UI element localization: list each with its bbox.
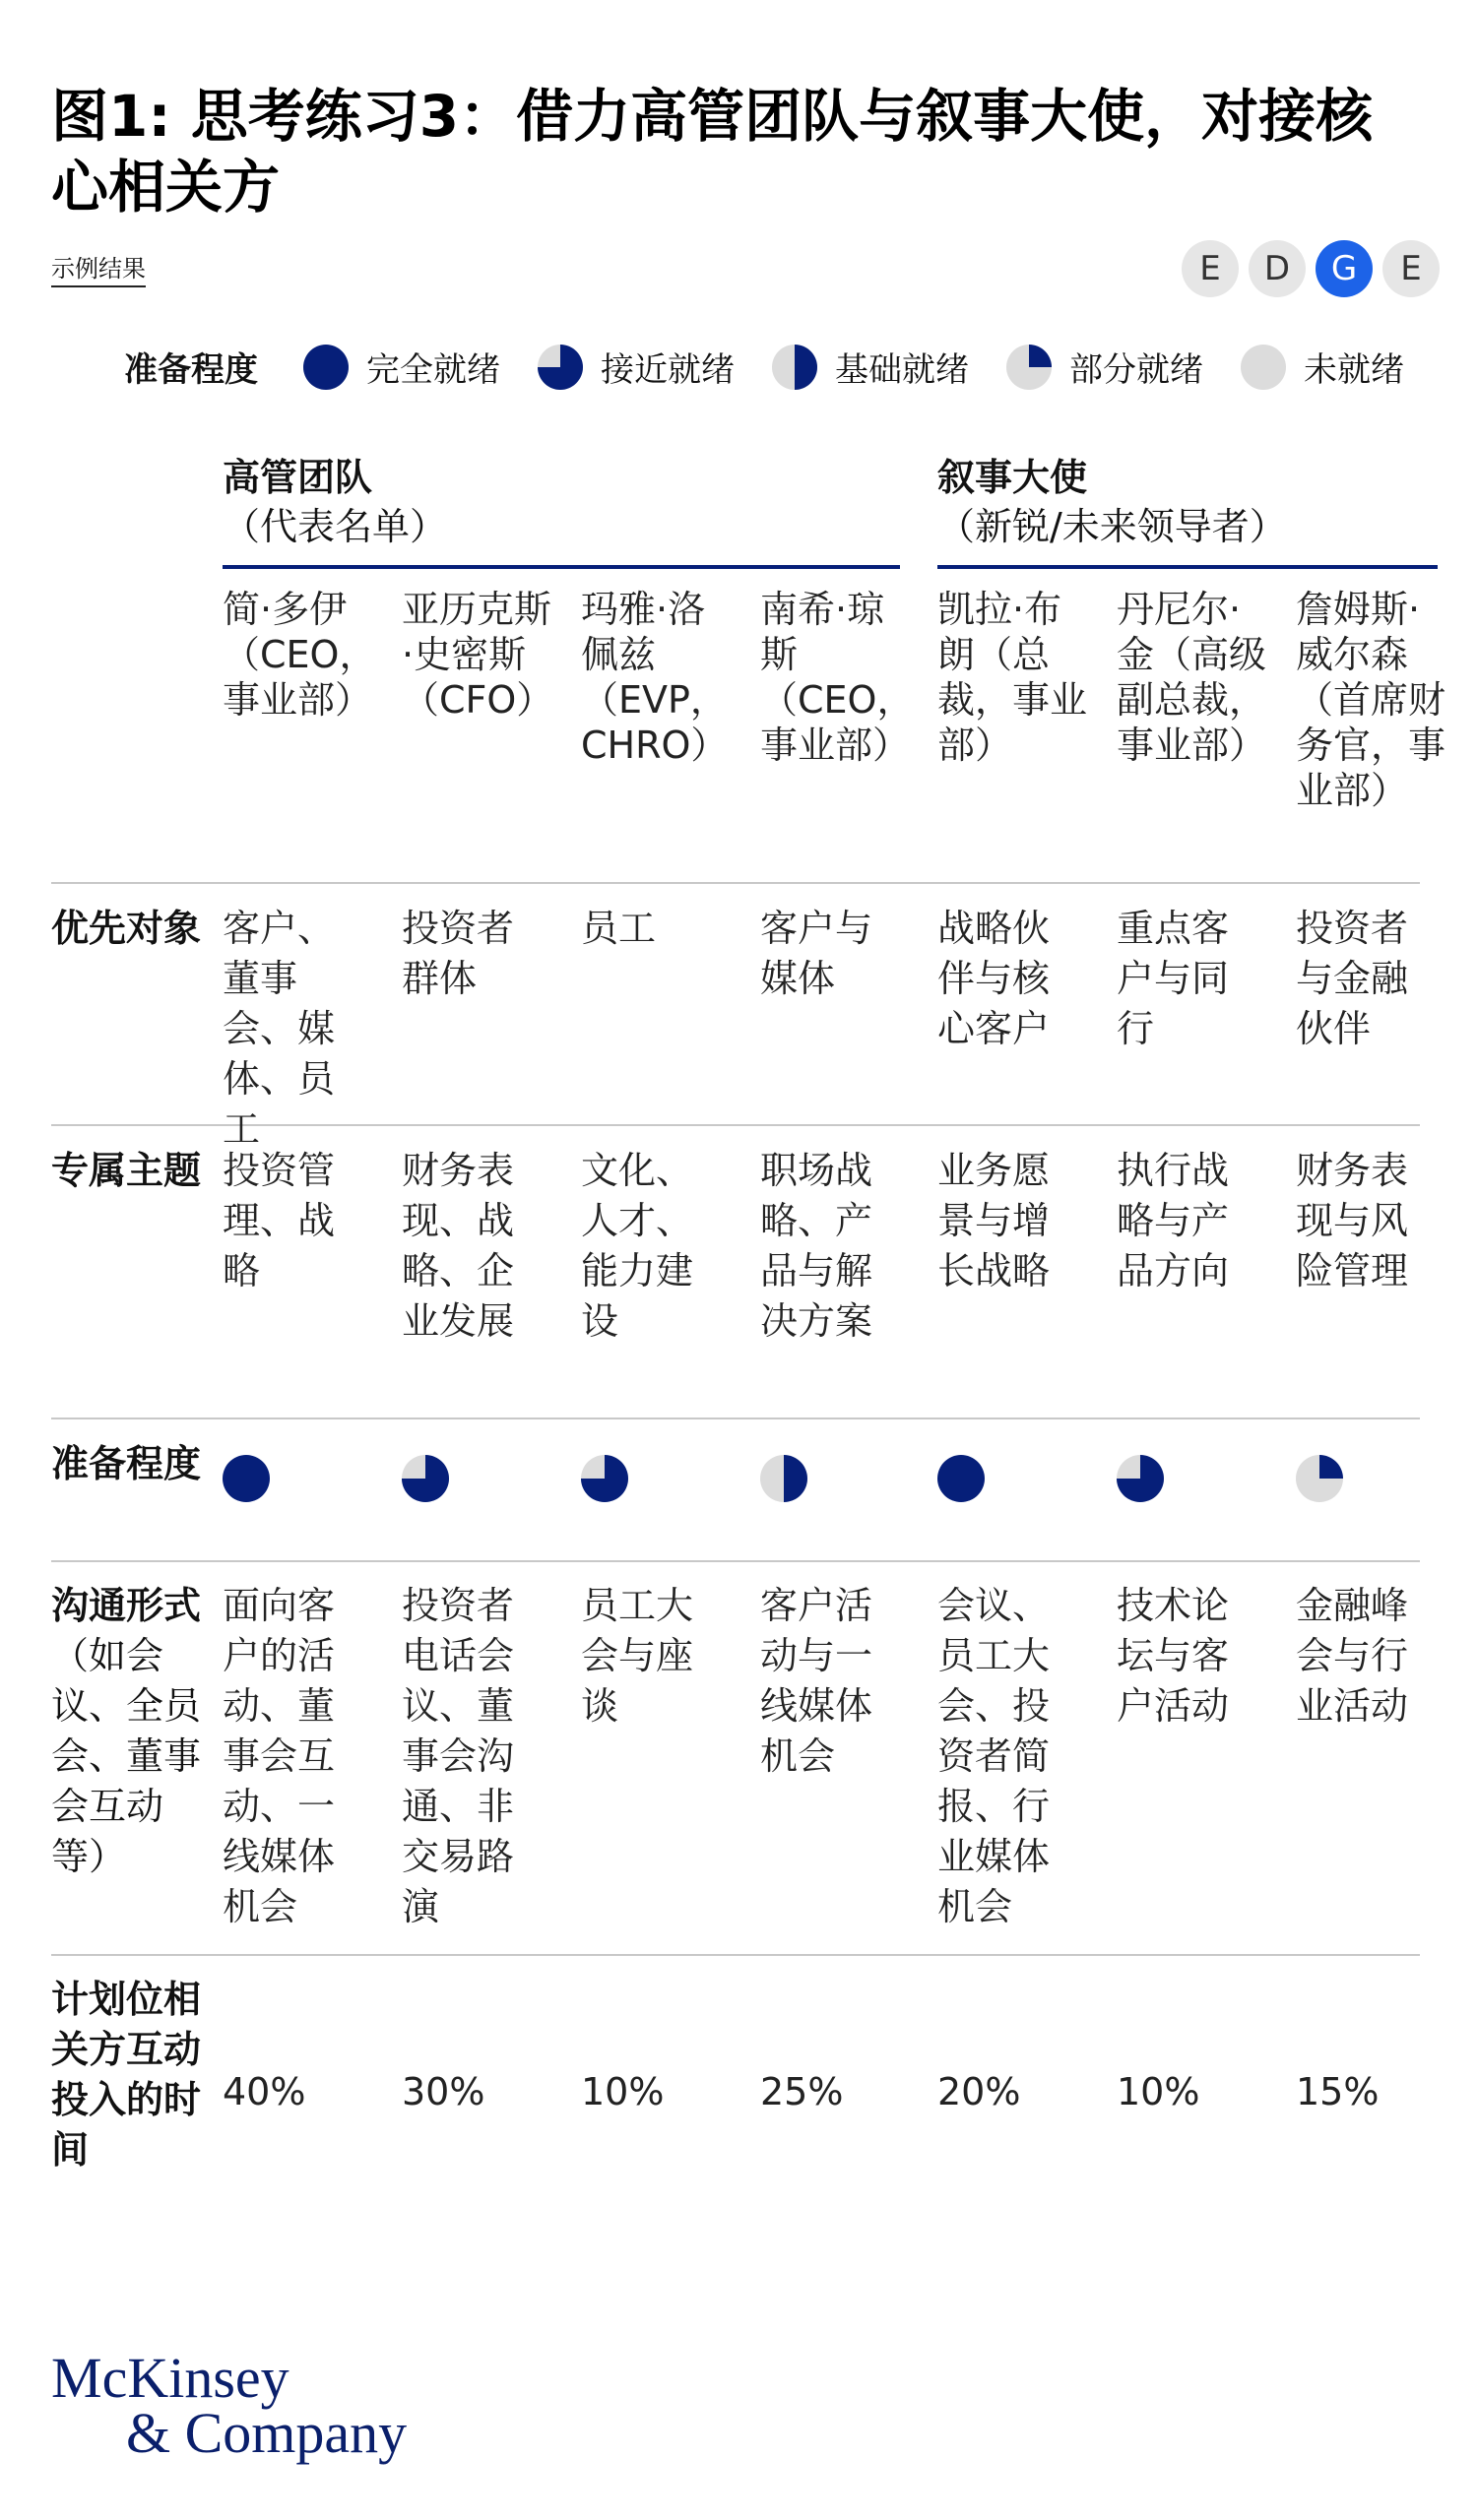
channel-cell: 技术论坛与客户活动	[1117, 1584, 1230, 1728]
priority-cell: 客户与媒体	[760, 907, 873, 1000]
time-share-value: 40%	[223, 2070, 306, 2113]
edge-badge	[1182, 240, 1440, 297]
readiness-near-icon	[402, 1455, 449, 1502]
channel-cell: 客户活动与一线媒体机会	[760, 1584, 873, 1778]
legend-basic-icon	[772, 345, 817, 390]
topic-cell: 投资管理、战略	[223, 1149, 336, 1292]
pie-base	[303, 345, 349, 390]
person-name: 詹姆斯·威尔森（首席财务官，事业部）	[1296, 588, 1446, 812]
pie-slice	[1319, 1455, 1343, 1479]
legend-item-near	[538, 343, 735, 391]
readiness-near-icon	[1117, 1455, 1164, 1502]
person-name: 玛雅·洛佩兹（EVP，CHRO）	[581, 588, 729, 767]
group-ambassadors-header	[937, 453, 1287, 551]
time-share-value: 20%	[937, 2070, 1021, 2113]
page-title: 图1: 思考练习3：借力高管团队与叙事大使，对接核心相关方	[51, 83, 1374, 220]
legend-label: 未就绪	[1304, 350, 1404, 390]
topic-cell: 文化、人才、能力建设	[581, 1149, 694, 1343]
channel-cell: 面向客户的活动、董事会互动、一线媒体机会	[223, 1584, 336, 1928]
row-label-time: 计划位相关方互动投入的时间	[51, 1978, 202, 2172]
topic-cell: 职场战略、产品与解决方案	[760, 1149, 873, 1343]
channel-cell: 员工大会与座谈	[581, 1584, 694, 1728]
subtitle-link[interactable]: 示例结果	[51, 254, 146, 287]
pie-base	[223, 1455, 270, 1502]
legend-label: 完全就绪	[366, 350, 500, 390]
readiness-basic-icon	[760, 1455, 807, 1502]
row-label-priority: 优先对象	[51, 907, 202, 950]
topic-cell: 执行战略与产品方向	[1117, 1149, 1230, 1292]
channels-label-main: 沟通形式	[51, 1584, 202, 1627]
edge-letter-e1: E	[1182, 240, 1239, 297]
legend-item-basic	[772, 343, 969, 391]
priority-cell: 战略伙伴与核心客户	[937, 907, 1051, 1050]
readiness-partial-icon	[1296, 1455, 1343, 1502]
readiness-full-icon	[937, 1455, 985, 1502]
person-name: 丹尼尔·金（高级副总裁，事业部）	[1117, 588, 1267, 767]
logo-line-2: & Company	[126, 2401, 408, 2465]
group-note: （新锐/未来领导者）	[937, 505, 1287, 548]
row-label-readiness: 准备程度	[51, 1442, 202, 1485]
row-divider	[51, 1560, 1420, 1562]
legend-full-icon	[303, 345, 349, 390]
row-label-topics: 专属主题	[51, 1149, 202, 1192]
readiness-legend	[124, 343, 1442, 391]
legend-label: 部分就绪	[1069, 350, 1203, 390]
row-divider	[51, 1418, 1420, 1419]
legend-label: 基础就绪	[835, 350, 969, 390]
person-name: 南希·琼斯（CEO，事业部）	[760, 588, 915, 767]
time-share-value: 10%	[1117, 2070, 1200, 2113]
group-ambassadors-rule	[937, 565, 1438, 569]
legend-item-partial	[1006, 343, 1203, 391]
legend-item-full	[303, 343, 500, 391]
legend-item-none	[1241, 343, 1404, 391]
channels-label-examples: （如会议、全员会、董事会互动等）	[51, 1634, 202, 1878]
edge-letter-d: D	[1249, 240, 1306, 297]
pie-base	[937, 1455, 985, 1502]
person-name: 亚历克斯·史密斯（CFO）	[402, 588, 554, 722]
mckinsey-logo	[51, 2346, 408, 2465]
legend-none-icon	[1241, 345, 1286, 390]
legend-label: 接近就绪	[601, 350, 735, 390]
priority-cell: 重点客户与同行	[1117, 907, 1230, 1050]
topic-cell: 业务愿景与增长战略	[937, 1149, 1051, 1292]
channel-cell: 投资者电话会议、董事会沟通、非交易路演	[402, 1584, 515, 1928]
priority-cell: 员工	[581, 907, 657, 950]
logo-line-1: McKinsey	[51, 2346, 289, 2410]
time-share-value: 25%	[760, 2070, 844, 2113]
legend-title: 准备程度	[124, 350, 258, 390]
row-divider	[51, 1954, 1420, 1956]
channel-cell: 会议、员工大会、投资者简报、行业媒体机会	[937, 1584, 1051, 1928]
time-share-value: 30%	[402, 2070, 485, 2113]
pie-slice	[784, 1455, 807, 1502]
time-share-value: 10%	[581, 2070, 665, 2113]
group-note: （代表名单）	[223, 505, 448, 548]
group-name: 叙事大使	[937, 456, 1088, 499]
legend-partial-icon	[1006, 345, 1052, 390]
person-name: 凯拉·布朗（总裁，事业部）	[937, 588, 1088, 767]
time-share-value: 15%	[1296, 2070, 1380, 2113]
person-name: 简·多伊（CEO，事业部）	[223, 588, 377, 722]
topic-cell: 财务表现、战略、企业发展	[402, 1149, 515, 1343]
priority-cell: 投资者群体	[402, 907, 515, 1000]
group-executives-rule	[223, 565, 900, 569]
readiness-full-icon	[223, 1455, 270, 1502]
edge-letter-g: G	[1316, 240, 1373, 297]
legend-near-icon	[538, 345, 583, 390]
readiness-near-icon	[581, 1455, 628, 1502]
edge-letter-e2: E	[1382, 240, 1440, 297]
pie-slice	[795, 345, 817, 390]
channel-cell: 金融峰会与行业活动	[1296, 1584, 1409, 1728]
priority-cell: 投资者与金融伙伴	[1296, 907, 1409, 1050]
row-label-channels	[51, 1581, 209, 1882]
pie-slice	[1029, 345, 1052, 367]
group-executives-header	[223, 453, 447, 551]
priority-cell: 客户、董事会、媒体、员工	[223, 907, 336, 1151]
group-name: 高管团队	[223, 456, 373, 499]
row-divider	[51, 882, 1420, 884]
pie-base	[1241, 345, 1286, 390]
topic-cell: 财务表现与风险管理	[1296, 1149, 1409, 1292]
